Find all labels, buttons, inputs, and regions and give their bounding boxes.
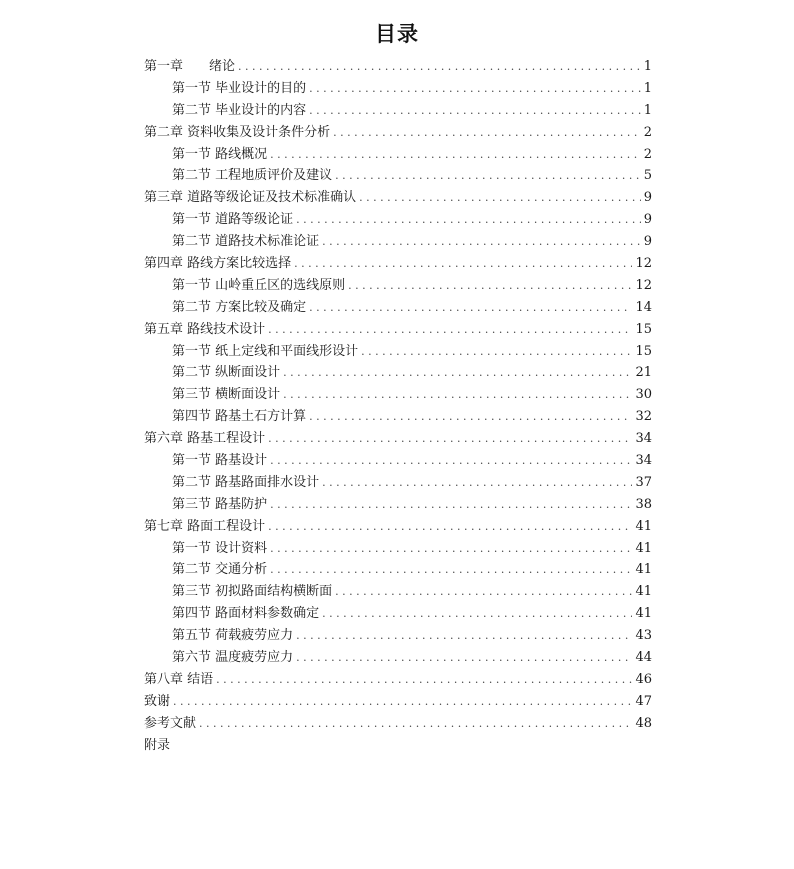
toc-dot-leader: [322, 231, 641, 253]
toc-dot-leader: [294, 253, 632, 275]
toc-page-number: 1: [643, 80, 652, 96]
toc-chapter-entry[interactable]: [144, 253, 652, 275]
toc-entry-label: 第五节 荷载疲劳应力: [172, 628, 294, 644]
toc-section-entry[interactable]: [144, 581, 652, 603]
toc-entry-label: 第二节 纵断面设计: [172, 365, 281, 381]
toc-page-number: 15: [635, 321, 652, 337]
toc-entry-label: 第七章 路面工程设计: [144, 518, 266, 534]
toc-dot-leader: [296, 625, 632, 647]
toc-dot-leader: [359, 187, 641, 209]
toc-page-number: 9: [643, 234, 652, 250]
toc-dot-leader: [173, 691, 632, 713]
toc-dot-leader: [283, 362, 632, 384]
toc-dot-leader: [268, 319, 632, 341]
toc-entry-label: 第一节 纸上定线和平面线形设计: [172, 343, 359, 359]
toc-entry-label: 第四节 路基土石方计算: [172, 409, 307, 425]
toc-chapter-entry[interactable]: [144, 669, 652, 691]
toc-entry-label: 第六节 温度疲劳应力: [172, 650, 294, 666]
toc-dot-leader: [270, 538, 632, 560]
toc-section-entry[interactable]: [144, 362, 652, 384]
toc-section-entry[interactable]: [144, 231, 652, 253]
toc-section-entry[interactable]: [144, 209, 652, 231]
toc-page-number: 41: [635, 562, 652, 578]
toc-dot-leader: [296, 209, 641, 231]
toc-page-number: 48: [635, 715, 652, 731]
page-title: 目录: [375, 22, 419, 46]
toc-section-entry[interactable]: [144, 100, 652, 122]
toc-page-number: 9: [643, 212, 652, 228]
toc-page-number: 41: [635, 606, 652, 622]
toc-chapter-entry[interactable]: [144, 691, 652, 713]
toc-entry-label: 第六章 路基工程设计: [144, 431, 266, 447]
toc-section-entry[interactable]: [144, 165, 652, 187]
toc-entry-label: 第二节 毕业设计的内容: [172, 102, 307, 118]
toc-entry-label: 第一节 路线概况: [172, 146, 268, 162]
toc-section-entry[interactable]: [144, 275, 652, 297]
toc-page-number: 47: [635, 693, 652, 709]
toc-page-number: 1: [643, 102, 652, 118]
toc-chapter-entry[interactable]: [144, 56, 652, 78]
toc-dot-leader: [268, 516, 632, 538]
toc-entry-label: 第一节 道路等级论证: [172, 212, 294, 228]
toc-entry-label: 第八章 结语: [144, 671, 214, 687]
toc-chapter-entry[interactable]: [144, 516, 652, 538]
toc-dot-leader: [322, 472, 632, 494]
toc-entry-label: 第一节 毕业设计的目的: [172, 80, 307, 96]
toc-entry-label: 第二节 方案比较及确定: [172, 299, 307, 315]
toc-section-entry[interactable]: [144, 384, 652, 406]
toc-dot-leader: [216, 669, 632, 691]
toc-entry-label: 第三章 道路等级论证及技术标准确认: [144, 190, 357, 206]
toc-section-entry[interactable]: [144, 78, 652, 100]
toc-chapter-entry[interactable]: [144, 319, 652, 341]
toc-dot-leader: [268, 428, 632, 450]
toc-page-number: 41: [635, 518, 652, 534]
toc-page-number: 14: [635, 299, 652, 315]
toc-dot-leader: [309, 100, 641, 122]
toc-entry-label: 第二节 交通分析: [172, 562, 268, 578]
toc-entry-label: 第二章 资料收集及设计条件分析: [144, 124, 331, 140]
toc-section-entry[interactable]: [144, 472, 652, 494]
toc-entry-label: 第三节 横断面设计: [172, 387, 281, 403]
toc-entry-label: 第一节 路基设计: [172, 453, 268, 469]
toc-entry-label: 第三节 路基防护: [172, 496, 268, 512]
toc-page-number: 2: [643, 146, 652, 162]
toc-section-entry[interactable]: [144, 559, 652, 581]
toc-page-number: 34: [635, 431, 652, 447]
toc-dot-leader: [348, 275, 632, 297]
toc-dot-leader: [270, 559, 632, 581]
toc-page-number: 1: [643, 59, 652, 74]
toc-section-entry[interactable]: [144, 603, 652, 625]
toc-dot-leader: [270, 144, 641, 166]
toc-dot-leader: [309, 297, 632, 319]
toc-page-number: 41: [635, 540, 652, 556]
toc-dot-leader: [270, 494, 632, 516]
toc-entry-label: 附录: [144, 737, 171, 753]
toc-section-entry[interactable]: [144, 538, 652, 560]
toc-entry-label: 第二节 道路技术标准论证: [172, 234, 320, 250]
toc-dot-leader: [333, 122, 641, 144]
toc-page-number: 30: [635, 387, 652, 403]
toc-chapter-entry[interactable]: [144, 122, 652, 144]
toc-entry-label: 第一节 设计资料: [172, 540, 268, 556]
toc-dot-leader: [361, 341, 632, 363]
toc-dot-leader: [199, 713, 632, 735]
toc-entry-label: 致谢: [144, 693, 171, 709]
toc-entry-label: 第一章 绪论: [144, 59, 236, 74]
toc-page-number: 2: [643, 124, 652, 140]
toc-page-number: 32: [635, 409, 652, 425]
toc-chapter-entry[interactable]: [144, 187, 652, 209]
toc-page-number: 43: [635, 628, 652, 644]
toc-dot-leader: [238, 56, 641, 78]
toc-chapter-entry[interactable]: [144, 735, 652, 757]
toc-page-number: 44: [635, 650, 652, 666]
toc-page-number: 38: [635, 496, 652, 512]
toc-section-entry[interactable]: [144, 297, 652, 319]
toc-page-number: 9: [643, 190, 652, 206]
toc-page-number: 12: [635, 256, 652, 272]
toc-dot-leader: [309, 78, 641, 100]
toc-page-number: 12: [635, 277, 652, 293]
table-of-contents: [144, 56, 652, 757]
toc-dot-leader: [296, 647, 632, 669]
toc-dot-leader: [309, 406, 632, 428]
toc-section-entry[interactable]: [144, 406, 652, 428]
toc-dot-leader: [335, 165, 641, 187]
toc-chapter-entry[interactable]: [144, 428, 652, 450]
toc-section-entry[interactable]: [144, 450, 652, 472]
toc-dot-leader: [322, 603, 632, 625]
toc-dot-leader: [283, 384, 632, 406]
toc-page-number: 34: [635, 453, 652, 469]
toc-entry-label: 第四节 路面材料参数确定: [172, 606, 320, 622]
toc-section-entry[interactable]: [144, 494, 652, 516]
toc-entry-label: 第四章 路线方案比较选择: [144, 256, 292, 272]
toc-entry-label: 第三节 初拟路面结构横断面: [172, 584, 333, 600]
toc-entry-label: 参考文献: [144, 715, 197, 731]
toc-dot-leader: [335, 581, 632, 603]
toc-page-number: 5: [643, 168, 652, 184]
toc-page-number: 15: [635, 343, 652, 359]
toc-section-entry[interactable]: [144, 341, 652, 363]
toc-page-number: 37: [635, 474, 652, 490]
toc-page-number: 21: [635, 365, 652, 381]
toc-dot-leader: [270, 450, 632, 472]
toc-page-number: 41: [635, 584, 652, 600]
toc-entry-label: 第五章 路线技术设计: [144, 321, 266, 337]
toc-entry-label: 第一节 山岭重丘区的选线原则: [172, 277, 346, 293]
toc-page-number: 46: [635, 671, 652, 687]
toc-section-entry[interactable]: [144, 647, 652, 669]
toc-entry-label: 第二节 路基路面排水设计: [172, 474, 320, 490]
toc-entry-label: 第二节 工程地质评价及建议: [172, 168, 333, 184]
toc-chapter-entry[interactable]: [144, 713, 652, 735]
toc-section-entry[interactable]: [144, 144, 652, 166]
toc-section-entry[interactable]: [144, 625, 652, 647]
